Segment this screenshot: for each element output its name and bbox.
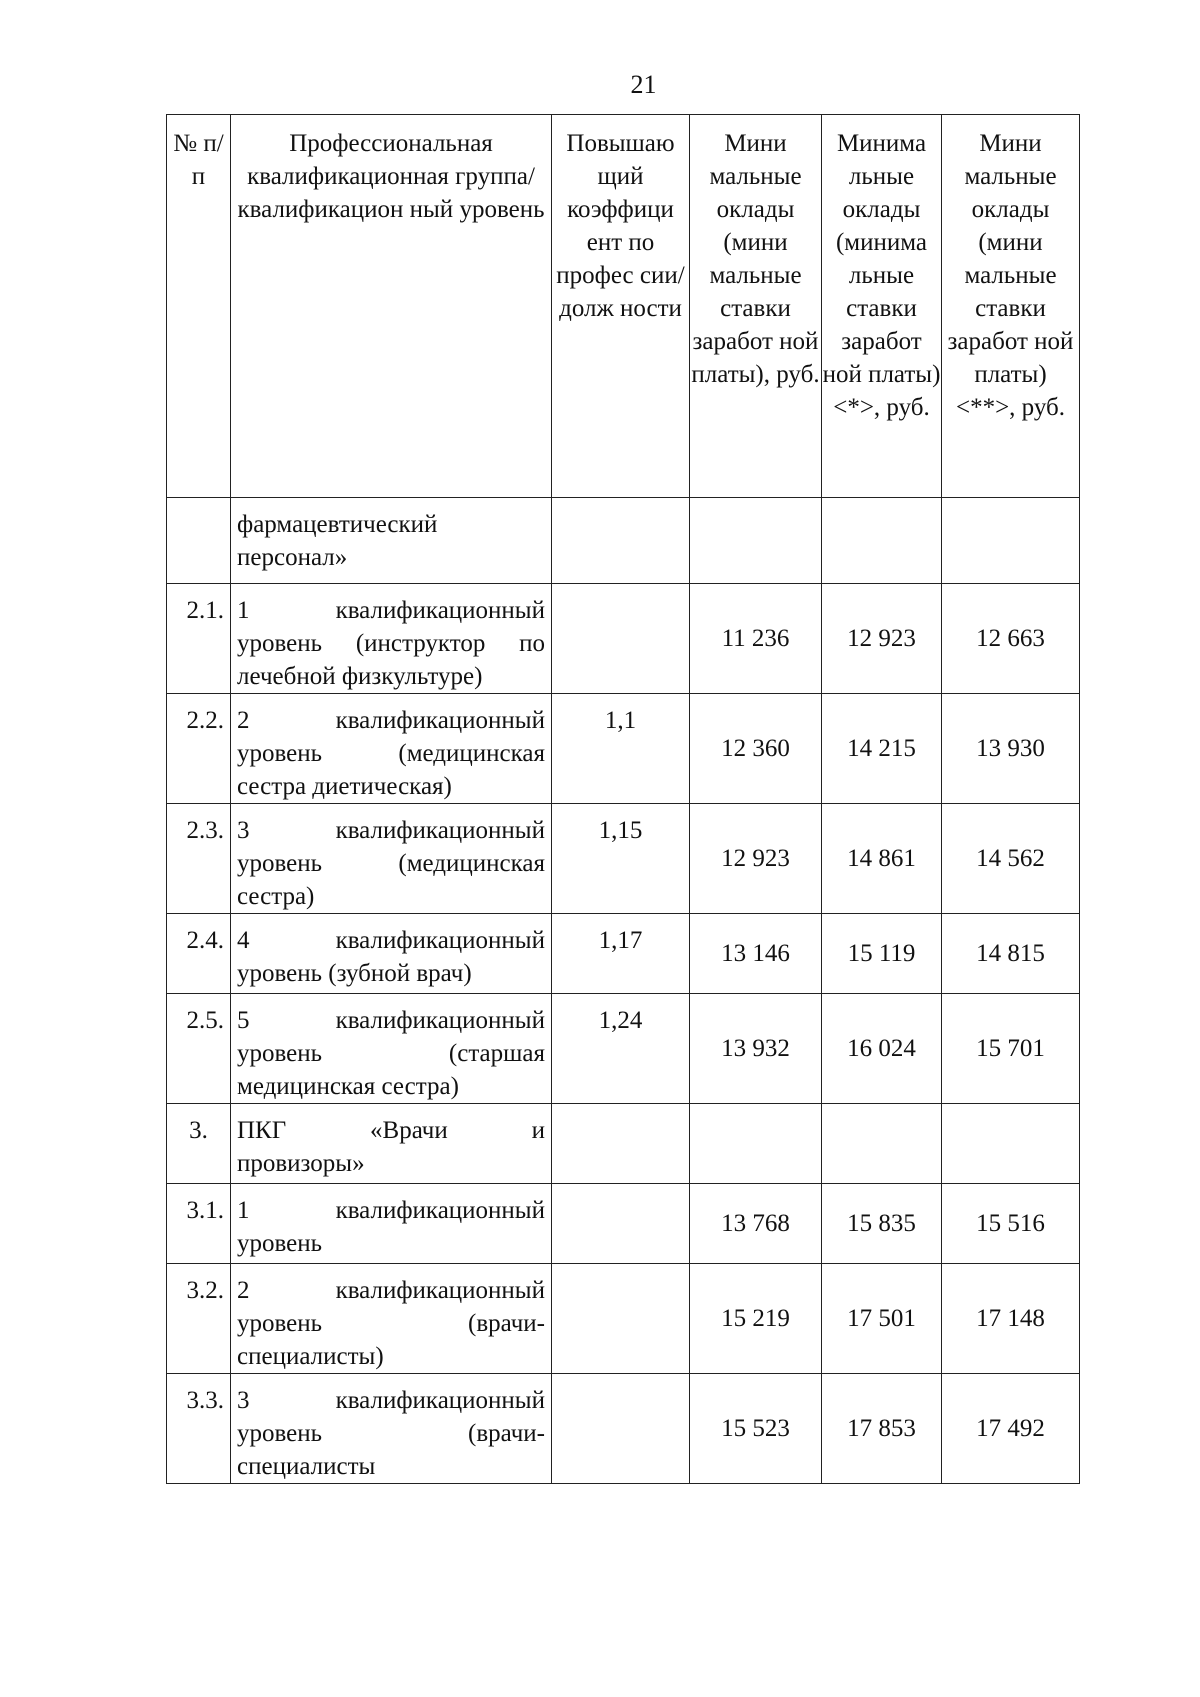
row-min-salary: 13 146 — [690, 914, 822, 994]
row-min-salary-double-star: 15 701 — [942, 994, 1080, 1104]
row-name-line: 1 квалификационный — [237, 1197, 545, 1224]
row-coefficient — [552, 1374, 690, 1484]
page-number: 21 — [630, 70, 657, 99]
row-name-line: уровень (инструктор по — [237, 630, 545, 657]
row-min-salary-double-star: 15 516 — [942, 1184, 1080, 1264]
row-min-salary-double-star: 14 562 — [942, 804, 1080, 914]
table-row — [167, 584, 1080, 694]
row-name-line: уровень (врачи- — [237, 1310, 545, 1337]
table-row — [167, 498, 1080, 584]
row-name — [231, 1104, 552, 1184]
row-name-line: специалисты — [237, 1453, 376, 1480]
row-min-salary-star: 15 835 — [822, 1184, 942, 1264]
row-name-line: 4 квалификационный — [237, 927, 545, 954]
row-name-line: сестра диетическая) — [237, 773, 452, 800]
row-min-salary-double-star: 13 930 — [942, 694, 1080, 804]
header-number: № п/п — [167, 115, 231, 498]
row-number: 3. — [167, 1104, 231, 1184]
row-name — [231, 584, 552, 694]
row-min-salary-star: 12 923 — [822, 584, 942, 694]
table-row — [167, 914, 1080, 994]
row-name-line: уровень (зубной врач) — [237, 960, 472, 987]
row-name-line: 2 квалификационный — [237, 1277, 545, 1304]
row-name-line: фармацевтический — [237, 511, 438, 538]
header-min-salary-double-star: Мини мальные оклады (мини мальные ставки заработ ной платы) <**>, руб. — [942, 115, 1080, 498]
row-min-salary-double-star: 12 663 — [942, 584, 1080, 694]
row-min-salary-star: 17 501 — [822, 1264, 942, 1374]
row-name-line: 5 квалификационный — [237, 1007, 545, 1034]
row-min-salary — [690, 1104, 822, 1184]
row-coefficient: 1,15 — [552, 804, 690, 914]
header-min-salary-star: Минима льные оклады (минима льные ставки заработ ной платы) <*>, руб. — [822, 115, 942, 498]
header-group: Профессиональная квалификационная группа/квалификацион ный уровень — [231, 115, 552, 498]
row-min-salary-double-star: 17 148 — [942, 1264, 1080, 1374]
table-row — [167, 1264, 1080, 1374]
row-name — [231, 914, 552, 994]
row-coefficient: 1,24 — [552, 994, 690, 1104]
row-min-salary: 11 236 — [690, 584, 822, 694]
row-name — [231, 1184, 552, 1264]
row-name — [231, 804, 552, 914]
row-number — [167, 498, 231, 584]
row-min-salary-star: 17 853 — [822, 1374, 942, 1484]
row-coefficient: 1,17 — [552, 914, 690, 994]
row-min-salary: 13 768 — [690, 1184, 822, 1264]
row-coefficient — [552, 498, 690, 584]
row-min-salary-star — [822, 1104, 942, 1184]
row-name-line: уровень — [237, 1230, 323, 1257]
row-name — [231, 498, 552, 584]
row-name-line: персонал» — [237, 544, 348, 571]
row-name-line: 2 квалификационный — [237, 707, 545, 734]
row-name-line: 1 квалификационный — [237, 597, 545, 624]
row-min-salary: 12 360 — [690, 694, 822, 804]
row-name-line: медицинская сестра) — [237, 1073, 459, 1100]
row-name-line: специалисты) — [237, 1343, 384, 1370]
row-number: 3.2. — [167, 1264, 231, 1374]
row-min-salary: 15 523 — [690, 1374, 822, 1484]
table-header-row — [167, 115, 1080, 498]
row-name — [231, 1374, 552, 1484]
table-row — [167, 1374, 1080, 1484]
row-number: 2.5. — [167, 994, 231, 1104]
row-min-salary-double-star — [942, 498, 1080, 584]
row-name-line: уровень (старшая — [237, 1040, 545, 1067]
row-number: 3.3. — [167, 1374, 231, 1484]
table-row — [167, 1104, 1080, 1184]
row-min-salary-star: 14 861 — [822, 804, 942, 914]
row-min-salary: 13 932 — [690, 994, 822, 1104]
row-number: 2.2. — [167, 694, 231, 804]
row-min-salary-double-star: 14 815 — [942, 914, 1080, 994]
row-coefficient — [552, 1184, 690, 1264]
row-min-salary-star: 14 215 — [822, 694, 942, 804]
row-min-salary-double-star — [942, 1104, 1080, 1184]
row-name-line: уровень (врачи- — [237, 1420, 545, 1447]
row-min-salary: 12 923 — [690, 804, 822, 914]
row-name-line: сестра) — [237, 883, 315, 910]
row-min-salary-star: 15 119 — [822, 914, 942, 994]
row-number: 2.1. — [167, 584, 231, 694]
row-min-salary-star: 16 024 — [822, 994, 942, 1104]
row-min-salary: 15 219 — [690, 1264, 822, 1374]
row-number: 2.3. — [167, 804, 231, 914]
row-number: 2.4. — [167, 914, 231, 994]
header-min-salary: Мини мальные оклады (мини мальные ставки заработ ной платы), руб. — [690, 115, 822, 498]
header-coefficient: Повышаю щий коэффици ент по профес сии/долж ности — [552, 115, 690, 498]
row-min-salary-double-star: 17 492 — [942, 1374, 1080, 1484]
row-name-line: уровень (медицинская — [237, 850, 545, 877]
row-name-line: провизоры» — [237, 1150, 365, 1177]
row-coefficient — [552, 1264, 690, 1374]
row-coefficient: 1,1 — [552, 694, 690, 804]
table-row — [167, 1184, 1080, 1264]
row-name-line: уровень (медицинская — [237, 740, 545, 767]
row-name-line: 3 квалификационный — [237, 817, 545, 844]
row-coefficient — [552, 584, 690, 694]
row-coefficient — [552, 1104, 690, 1184]
row-min-salary-star — [822, 498, 942, 584]
row-name — [231, 694, 552, 804]
table-row — [167, 994, 1080, 1104]
row-min-salary — [690, 498, 822, 584]
table-row — [167, 804, 1080, 914]
row-name — [231, 1264, 552, 1374]
salary-table — [166, 114, 1080, 1484]
row-name-line: лечебной физкультуре) — [237, 663, 483, 690]
row-number: 3.1. — [167, 1184, 231, 1264]
table-row — [167, 694, 1080, 804]
row-name — [231, 994, 552, 1104]
row-name-line: 3 квалификационный — [237, 1387, 545, 1414]
row-name-line: ПКГ «Врачи и — [237, 1117, 545, 1144]
